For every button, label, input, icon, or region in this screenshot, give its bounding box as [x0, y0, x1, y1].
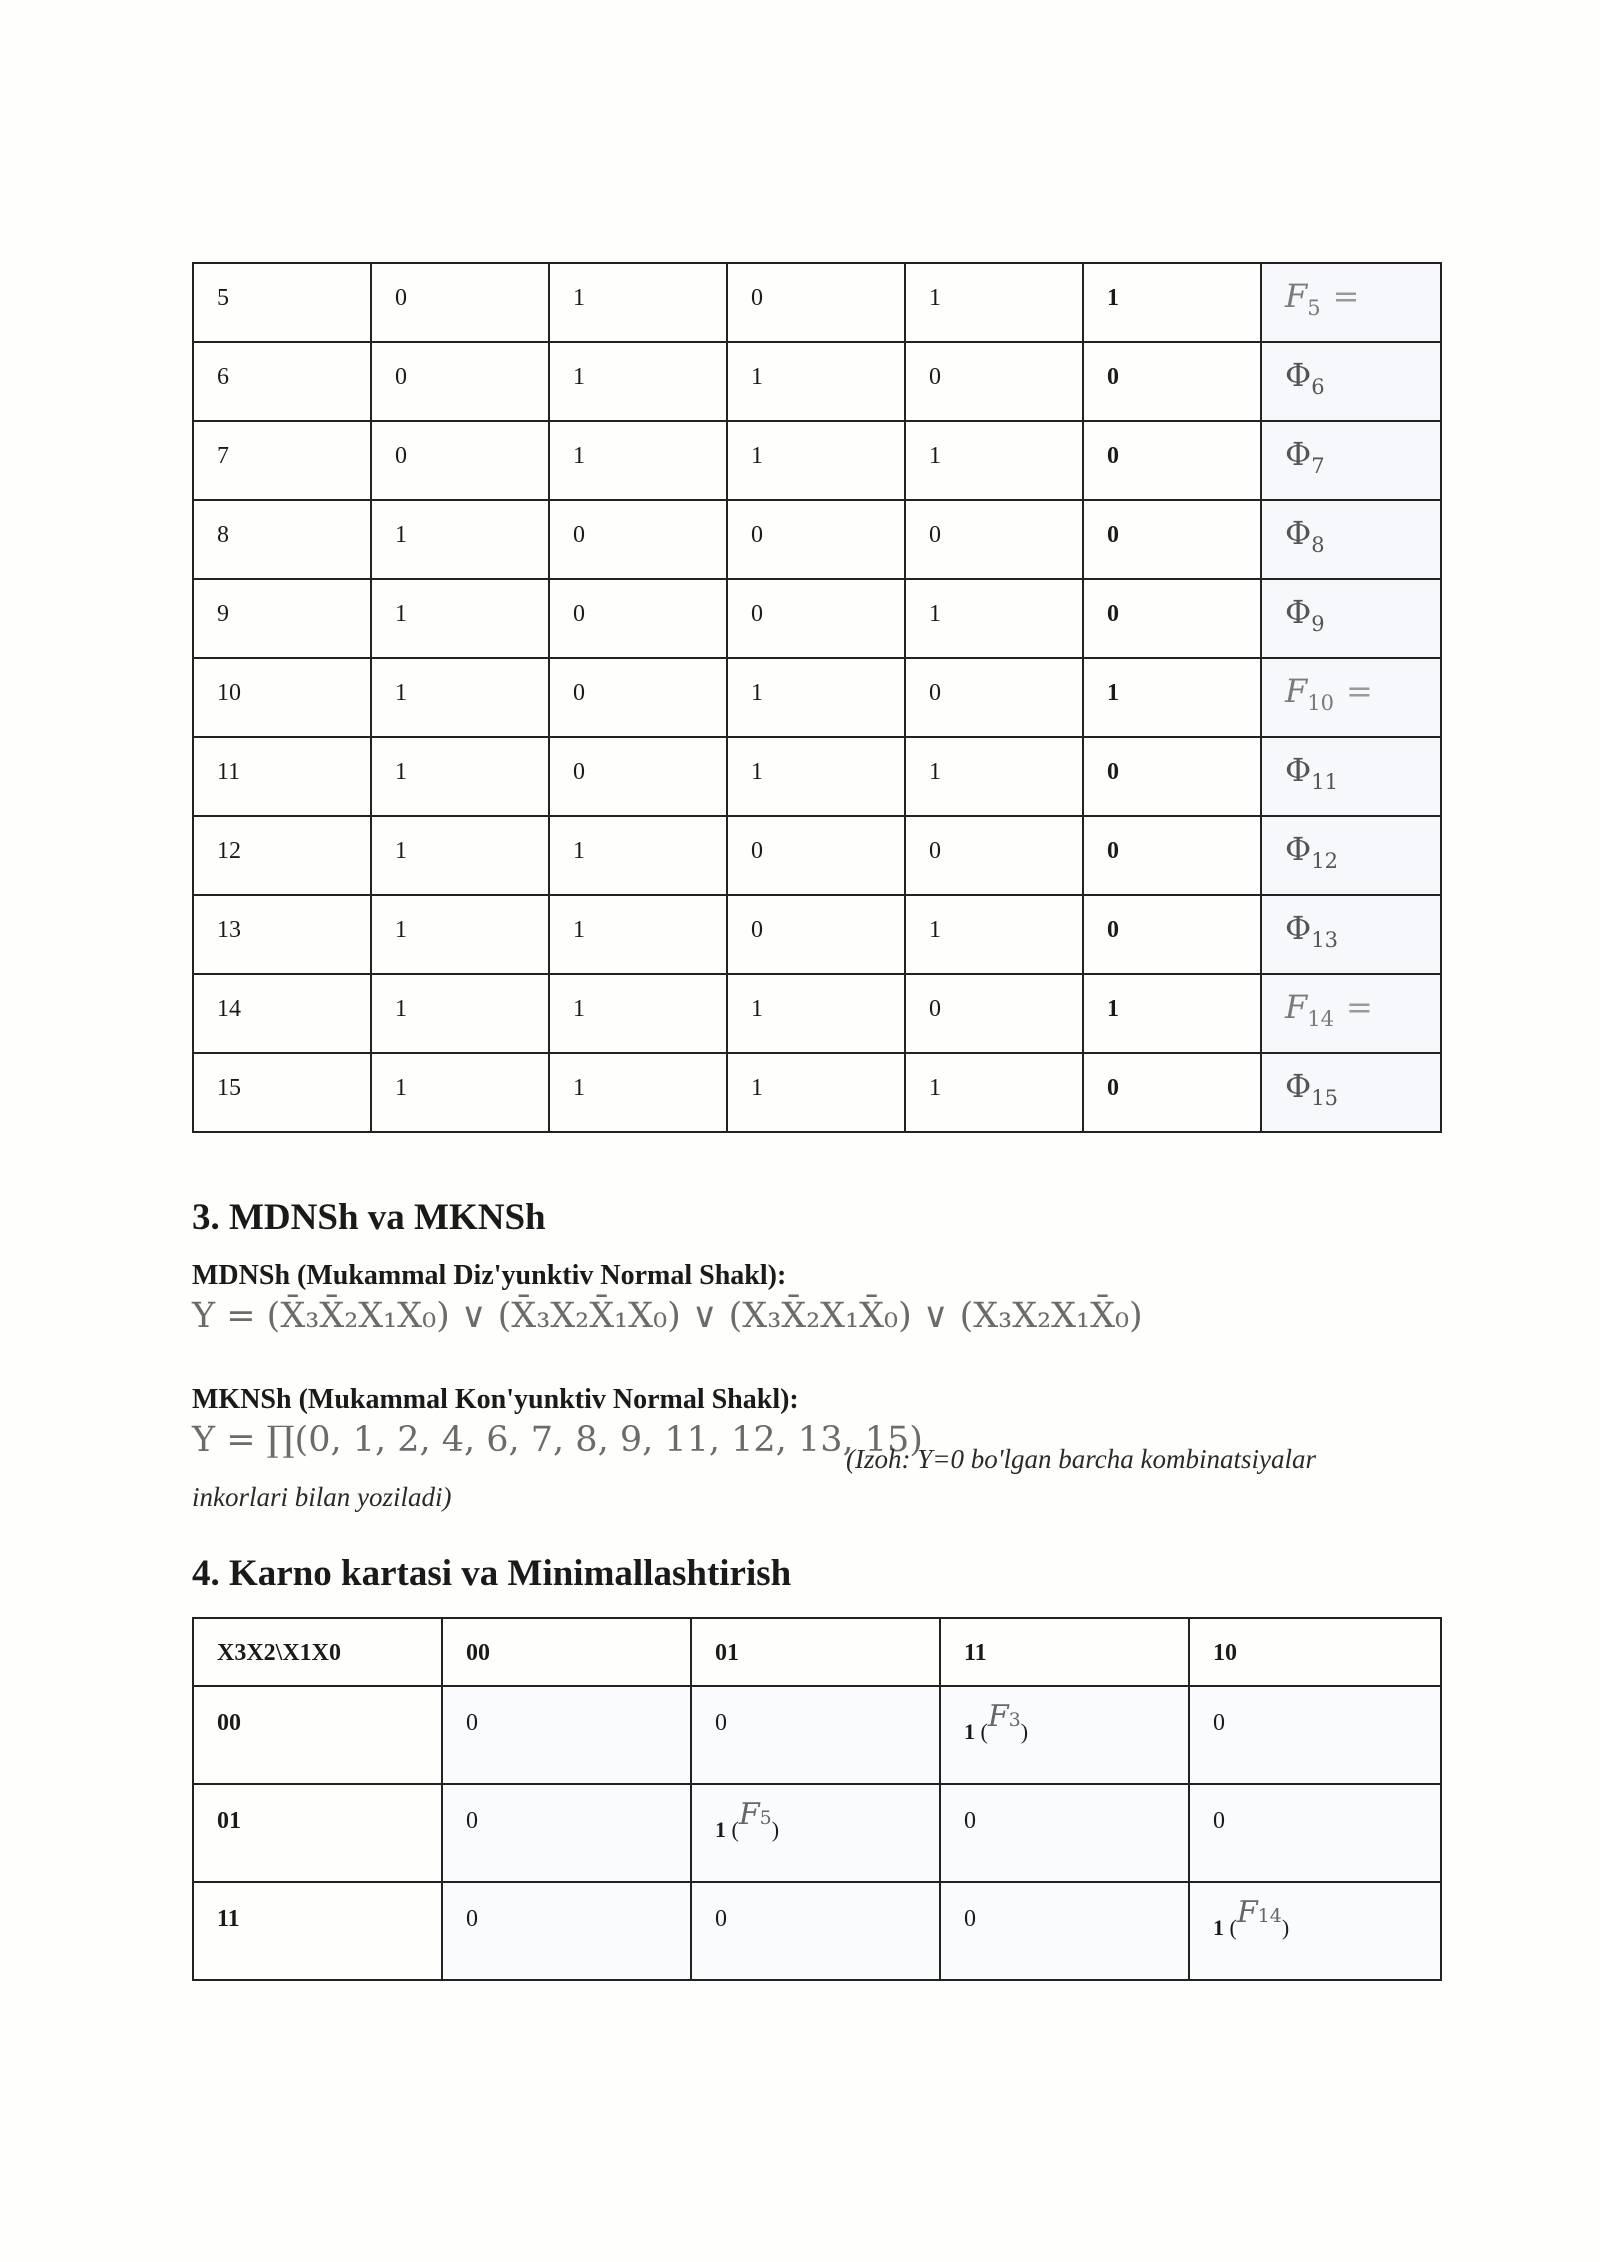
row-index-cell: 12 — [193, 816, 371, 895]
function-cell — [1261, 1053, 1441, 1132]
minterm-subscript: 14 — [1257, 1905, 1282, 1927]
document-page — [192, 262, 1440, 1940]
mdnsh-formula: Y = (X̄₃X̄₂X₁X₀) ∨ (X̄₃X₂X̄₁X₀) ∨ (X₃X̄₂X₁X̄₀) ∨ (X₃X₂X₁X̄₀) — [192, 1296, 1143, 1336]
karnaugh-map-body — [193, 1618, 1441, 1980]
x1-cell: 0 — [727, 579, 905, 658]
x0-cell: 1 — [905, 421, 1083, 500]
x2-cell: 1 — [549, 1053, 727, 1132]
function-letter: Φ — [1285, 435, 1312, 473]
function-subscript: 9 — [1311, 612, 1325, 636]
function-symbol — [1285, 830, 1338, 873]
function-letter: Φ — [1285, 593, 1312, 631]
output-cell: 1 — [1083, 658, 1261, 737]
function-letter: Φ — [1285, 356, 1312, 394]
minterm-subscript: 3 — [1008, 1709, 1021, 1731]
function-letter: Φ — [1285, 909, 1312, 947]
karnaugh-header-cell: 10 — [1189, 1618, 1441, 1686]
row-index-cell: 9 — [193, 579, 371, 658]
row-index-cell: 11 — [193, 737, 371, 816]
row-index-cell: 13 — [193, 895, 371, 974]
x3-cell: 1 — [371, 658, 549, 737]
function-cell — [1261, 421, 1441, 500]
karnaugh-cell: 0 — [691, 1686, 940, 1784]
output-cell: 0 — [1083, 1053, 1261, 1132]
function-subscript: 15 — [1311, 1086, 1338, 1110]
minterm-symbol — [988, 1699, 1021, 1734]
table-row — [193, 895, 1441, 974]
karnaugh-map-table — [192, 1617, 1442, 1981]
function-cell — [1261, 974, 1441, 1053]
x2-cell: 1 — [549, 263, 727, 342]
function-subscript: 12 — [1311, 849, 1338, 873]
x0-cell: 0 — [905, 816, 1083, 895]
function-symbol — [1285, 514, 1325, 557]
x1-cell: 1 — [727, 1053, 905, 1132]
table-row — [193, 579, 1441, 658]
function-symbol — [1285, 356, 1325, 399]
function-subscript: 6 — [1311, 375, 1325, 399]
function-letter: Φ — [1285, 751, 1312, 789]
function-symbol — [1285, 909, 1338, 952]
function-symbol — [1285, 751, 1338, 794]
function-symbol — [1285, 593, 1325, 636]
x2-cell: 0 — [549, 500, 727, 579]
open-paren: ( — [1224, 1915, 1237, 1940]
minterm-symbol — [739, 1797, 772, 1832]
karnaugh-row-label: 00 — [193, 1686, 442, 1784]
x1-cell: 1 — [727, 421, 905, 500]
table-row — [193, 342, 1441, 421]
x2-cell: 1 — [549, 816, 727, 895]
row-index-cell: 8 — [193, 500, 371, 579]
function-symbol — [1285, 277, 1360, 320]
karnaugh-header-cell: X3X2\X1X0 — [193, 1618, 442, 1686]
function-symbol — [1285, 435, 1325, 478]
function-symbol — [1285, 672, 1373, 715]
output-cell: 0 — [1083, 500, 1261, 579]
function-cell — [1261, 895, 1441, 974]
minterm-letter: F — [738, 1797, 760, 1832]
x3-cell: 1 — [371, 1053, 549, 1132]
x3-cell: 1 — [371, 737, 549, 816]
table-row — [193, 737, 1441, 816]
function-cell — [1261, 263, 1441, 342]
x3-cell: 1 — [371, 895, 549, 974]
x2-cell: 1 — [549, 421, 727, 500]
close-paren: ) — [771, 1817, 780, 1842]
function-cell — [1261, 816, 1441, 895]
x0-cell: 0 — [905, 342, 1083, 421]
equals-sign: = — [1345, 672, 1373, 710]
function-cell — [1261, 500, 1441, 579]
karnaugh-row-label: 01 — [193, 1784, 442, 1882]
karnaugh-row-label: 11 — [193, 1882, 442, 1980]
open-paren: ( — [726, 1817, 739, 1842]
output-cell: 0 — [1083, 421, 1261, 500]
output-cell: 0 — [1083, 579, 1261, 658]
karnaugh-cell-value: 1 — [715, 1817, 726, 1842]
row-index-cell: 14 — [193, 974, 371, 1053]
function-cell — [1261, 737, 1441, 816]
karnaugh-header-cell: 01 — [691, 1618, 940, 1686]
x2-cell: 0 — [549, 579, 727, 658]
x0-cell: 1 — [905, 263, 1083, 342]
x0-cell: 1 — [905, 1053, 1083, 1132]
function-symbol — [1285, 1067, 1338, 1110]
function-subscript: 11 — [1311, 770, 1338, 794]
table-row — [193, 658, 1441, 737]
x1-cell: 0 — [727, 895, 905, 974]
output-cell: 0 — [1083, 895, 1261, 974]
table-row — [193, 816, 1441, 895]
function-subscript: 10 — [1307, 691, 1334, 715]
row-index-cell: 5 — [193, 263, 371, 342]
karnaugh-cell: 0 — [1189, 1784, 1441, 1882]
x3-cell: 1 — [371, 579, 549, 658]
row-index-cell: 7 — [193, 421, 371, 500]
function-subscript: 8 — [1311, 533, 1325, 557]
karnaugh-cell: 0 — [442, 1882, 691, 1980]
section-heading-mdnsh-mknsh: 3. MDNSh va MKNSh — [192, 1197, 546, 1238]
x1-cell: 1 — [727, 737, 905, 816]
function-symbol — [1285, 988, 1373, 1031]
minterm-subscript: 5 — [759, 1807, 772, 1829]
output-cell: 0 — [1083, 342, 1261, 421]
karnaugh-header-cell: 11 — [940, 1618, 1189, 1686]
function-letter: F — [1285, 277, 1308, 315]
table-row — [193, 1053, 1441, 1132]
karnaugh-cell — [940, 1686, 1189, 1784]
function-letter: Φ — [1285, 514, 1312, 552]
function-letter: F — [1285, 988, 1308, 1026]
x2-cell: 0 — [549, 658, 727, 737]
karnaugh-cell: 0 — [691, 1882, 940, 1980]
equals-sign: = — [1345, 988, 1373, 1026]
karnaugh-row — [193, 1882, 1441, 1980]
minterm-symbol — [1237, 1895, 1282, 1930]
function-letter: F — [1285, 672, 1308, 710]
karnaugh-cell-value: 1 — [964, 1719, 975, 1744]
function-letter: Φ — [1285, 1067, 1312, 1105]
table-row — [193, 421, 1441, 500]
x3-cell: 1 — [371, 816, 549, 895]
x1-cell: 1 — [727, 974, 905, 1053]
open-paren: ( — [975, 1719, 988, 1744]
x2-cell: 0 — [549, 737, 727, 816]
x3-cell: 0 — [371, 421, 549, 500]
x3-cell: 1 — [371, 500, 549, 579]
mdnsh-label: MDNSh (Mukammal Diz'yunktiv Normal Shakl): — [192, 1260, 787, 1291]
truth-table-body — [193, 263, 1441, 1132]
function-cell — [1261, 579, 1441, 658]
karnaugh-header-row — [193, 1618, 1441, 1686]
x0-cell: 0 — [905, 658, 1083, 737]
row-index-cell: 10 — [193, 658, 371, 737]
karnaugh-cell: 0 — [442, 1686, 691, 1784]
table-row — [193, 500, 1441, 579]
karnaugh-cell: 0 — [940, 1882, 1189, 1980]
x1-cell: 0 — [727, 263, 905, 342]
mknsh-formula: Y = ∏(0, 1, 2, 4, 6, 7, 8, 9, 11, 12, 13, 15) — [192, 1420, 923, 1460]
close-paren: ) — [1281, 1915, 1290, 1940]
x0-cell: 0 — [905, 500, 1083, 579]
x0-cell: 1 — [905, 579, 1083, 658]
x1-cell: 1 — [727, 658, 905, 737]
mknsh-note-line1: (Izoh: Y=0 bo'lgan barcha kombinatsiyalar — [846, 1444, 1316, 1474]
x3-cell: 1 — [371, 974, 549, 1053]
karnaugh-cell — [691, 1784, 940, 1882]
x1-cell: 0 — [727, 816, 905, 895]
x2-cell: 1 — [549, 895, 727, 974]
output-cell: 0 — [1083, 816, 1261, 895]
function-subscript: 14 — [1307, 1007, 1334, 1031]
table-row — [193, 263, 1441, 342]
x2-cell: 1 — [549, 974, 727, 1053]
output-cell: 1 — [1083, 263, 1261, 342]
function-cell — [1261, 342, 1441, 421]
mknsh-label: MKNSh (Mukammal Kon'yunktiv Normal Shakl): — [192, 1384, 799, 1415]
x0-cell: 0 — [905, 974, 1083, 1053]
close-paren: ) — [1020, 1719, 1029, 1744]
row-index-cell: 6 — [193, 342, 371, 421]
x3-cell: 0 — [371, 342, 549, 421]
x0-cell: 1 — [905, 895, 1083, 974]
x3-cell: 0 — [371, 263, 549, 342]
minterm-letter: F — [1236, 1895, 1258, 1930]
mknsh-note-line2: inkorlari bilan yoziladi) — [192, 1482, 452, 1512]
equals-sign: = — [1332, 277, 1360, 315]
x1-cell: 0 — [727, 500, 905, 579]
karnaugh-row — [193, 1686, 1441, 1784]
karnaugh-cell: 0 — [940, 1784, 1189, 1882]
output-cell: 1 — [1083, 974, 1261, 1053]
function-cell — [1261, 658, 1441, 737]
x2-cell: 1 — [549, 342, 727, 421]
section-heading-karno: 4. Karno kartasi va Minimallashtirish — [192, 1553, 792, 1594]
output-cell: 0 — [1083, 737, 1261, 816]
function-subscript: 13 — [1311, 928, 1338, 952]
karnaugh-cell-value: 1 — [1213, 1915, 1224, 1940]
x0-cell: 1 — [905, 737, 1083, 816]
row-index-cell: 15 — [193, 1053, 371, 1132]
function-subscript: 5 — [1307, 296, 1321, 320]
x1-cell: 1 — [727, 342, 905, 421]
table-row — [193, 974, 1441, 1053]
truth-table — [192, 262, 1442, 1133]
karnaugh-header-cell: 00 — [442, 1618, 691, 1686]
minterm-letter: F — [987, 1699, 1009, 1734]
function-letter: Φ — [1285, 830, 1312, 868]
karnaugh-cell — [1189, 1882, 1441, 1980]
karnaugh-row — [193, 1784, 1441, 1882]
function-subscript: 7 — [1311, 454, 1325, 478]
karnaugh-cell: 0 — [1189, 1686, 1441, 1784]
karnaugh-cell: 0 — [442, 1784, 691, 1882]
